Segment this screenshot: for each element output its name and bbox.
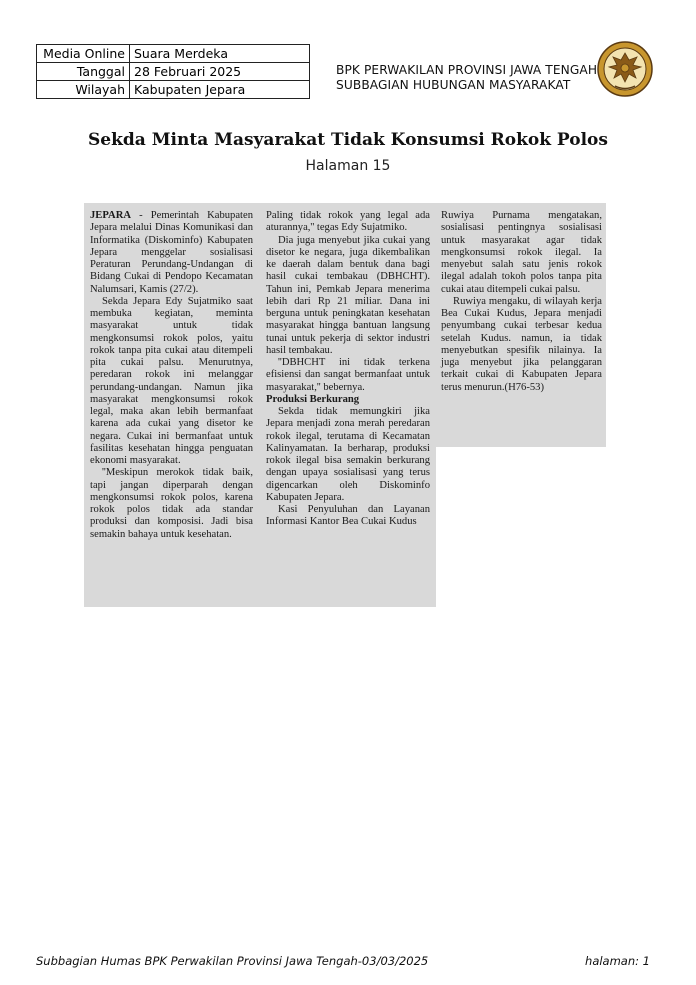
media-row [37, 45, 310, 63]
article-dateline: JEPARA [90, 210, 131, 221]
article-paragraph: Sekda tidak memungkiri jika Jepara menjadi zona merah peredaran rokok ilegal, terutama di Kecamatan Kalinyamatan. Ia berharap, produksi rokok ilegal bisa semakin berkurang dengan upaya sosialisasi yang terus digencarkan oleh Diskominfo Kabupaten Jepara. [266, 406, 430, 503]
region-label: Wilayah [37, 81, 130, 99]
article-paragraph: Kasi Penyuluhan dan Layanan Informasi Kantor Bea Cukai Kudus [266, 504, 430, 528]
date-label: Tanggal [37, 63, 130, 81]
article-paragraph: Dia juga menyebut jika cukai yang disetor ke negara, juga dikembalikan ke daerah dalam bentuk dana bagi hasil cukai tembakau (DBHCHT). Tahun ini, Pemkab Jepara menerima lebih dari Rp 21 miliar. Dana ini berguna untuk peningkatan kesehatan masyarakat hingga bantuan langsung tunai untuk pekerja di sektor industri hasil tembakau. [266, 234, 430, 356]
media-info-table [36, 44, 310, 99]
media-value: Suara Merdeka [130, 45, 310, 63]
article-paragraph: Ruwiya Purnama mengatakan, sosialisasi pentingnya sosialisasi untuk masyarakat agar tidak mengkonsumsi rokok ilegal. Ia menyebut salah satu jenis rokok ilegal adalah tokoh polos tanpa pita cukai atau ditempeli cukai palsu. [441, 210, 602, 295]
article-paragraph: - Pemerintah Kabupaten Jepara melalui Dinas Komunikasi dan Informatika (Diskominfo) Kabupaten Jepara menggelar sosialisasi Peraturan Perundang-Undangan di Bidang Cukai di Pendopo Kecamatan Nalumsari, Kamis (27/2). [90, 210, 253, 295]
bpk-emblem-icon [596, 40, 654, 98]
organization-header [336, 63, 597, 93]
date-value: 28 Februari 2025 [130, 63, 310, 81]
article-column-1 [90, 210, 253, 541]
article-column-3 [441, 210, 602, 394]
date-row [37, 63, 310, 81]
article-paragraph: Paling tidak rokok yang legal ada aturannya,'' tegas Edy Sujatmiko. [266, 210, 430, 234]
footer-source: Subbagian Humas BPK Perwakilan Provinsi Jawa Tengah-03/03/2025 [36, 954, 429, 968]
article-paragraph: Ruwiya mengaku, di wilayah kerja Bea Cukai Kudus, Jepara menjadi penyumbang cukai terbesar kedua setelah Kudus. namun, ia tidak menyebutkan spesifik nilainya. Ia juga menyebut jika pelanggaran terkait cukai di Kabupaten Jepara terus menurun.(H76-53) [441, 295, 602, 393]
org-name: BPK PERWAKILAN PROVINSI JAWA TENGAH [336, 63, 598, 77]
article-paragraph: ''DBHCHT ini tidak terkena efisiensi dan sangat bermanfaat untuk masyarakat,'' bebernya. [266, 357, 430, 393]
footer-page-number: halaman: 1 [585, 954, 650, 968]
article-subheading: Produksi Berkurang [266, 393, 360, 405]
article-title: Sekda Minta Masyarakat Tidak Konsumsi Rokok Polos [88, 130, 608, 150]
media-label: Media Online [37, 45, 130, 63]
region-row [37, 81, 310, 99]
article-page-number: Halaman 15 [305, 158, 391, 174]
region-value: Kabupaten Jepara [130, 81, 310, 99]
article-column-2 [266, 210, 430, 529]
article-paragraph: Sekda Jepara Edy Sujatmiko saat membuka kegiatan, meminta masyarakat untuk tidak mengkonsumsi rokok polos, yaitu rokok tanpa pita cukai atau ditempeli pita cukai palsu. Menurutnya, peredaran rokok ini melanggar perundang-undangan. Namun jika masyarakat mengkonsumsi rokok legal, maka akan lebih bermanfaat karena ada cukai yang disetor ke negara. Cukai ini bermanfaat untuk fasilitas kesehatan hingga penguatan ekonomi masyarakat. [90, 295, 253, 466]
org-division: SUBBAGIAN HUBUNGAN MASYARAKAT [336, 78, 571, 92]
article-paragraph: ''Meskipun merokok tidak baik, tapi jangan diperparah dengan mengkonsumsi rokok polos, karena rokok polos tidak ada standar produksi dan komposisi. Jadi bisa semakin bahaya untuk kesehatan. [90, 467, 253, 540]
